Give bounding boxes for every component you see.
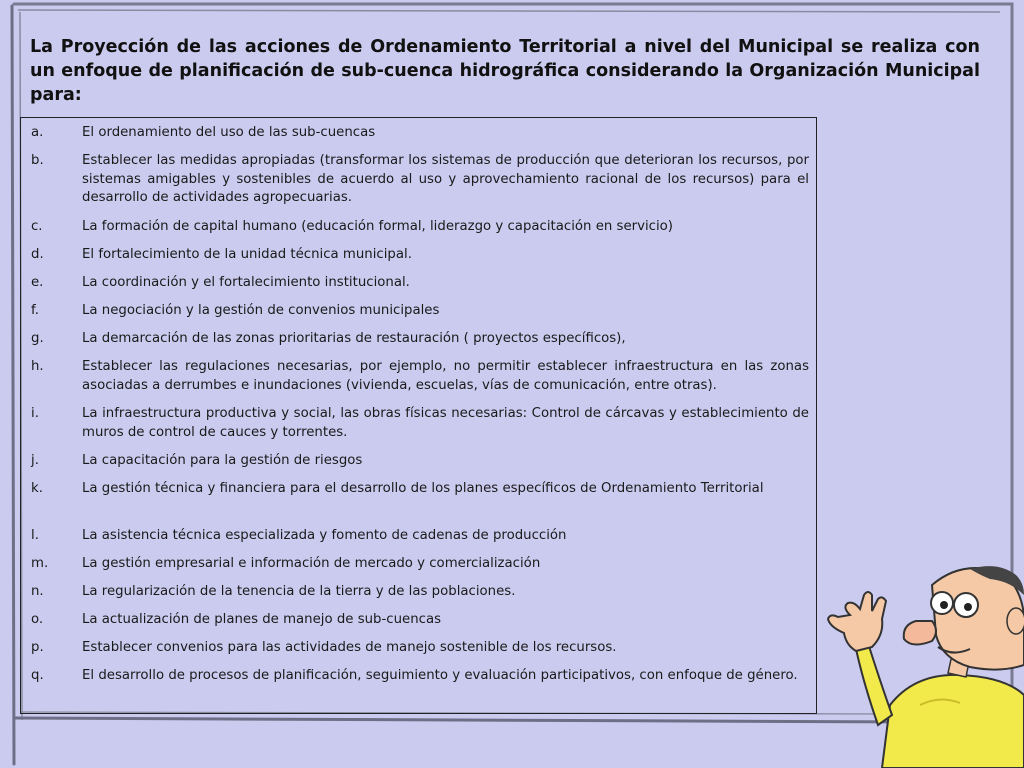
- item-letter: i.: [31, 406, 39, 421]
- item-letter: n.: [31, 584, 44, 599]
- list-item: [31, 667, 809, 686]
- item-text: La demarcación de las zonas prioritarias de restauración ( proyectos específicos),: [82, 331, 626, 346]
- item-letter: g.: [31, 331, 44, 346]
- list-item: [31, 611, 809, 630]
- item-text: Establecer convenios para las actividades de manejo sostenible de los recursos.: [82, 640, 617, 655]
- item-letter: q.: [31, 668, 44, 683]
- item-text: El fortalecimiento de la unidad técnica municipal.: [82, 247, 412, 262]
- item-letter: f.: [31, 303, 39, 318]
- list-item: [31, 527, 809, 546]
- list-item: [31, 274, 809, 293]
- list-item: [31, 405, 809, 442]
- item-letter: h.: [31, 359, 44, 374]
- item-letter: m.: [31, 556, 49, 571]
- item-text: El desarrollo de procesos de planificación, seguimiento y evaluación participativos, con enfoque de género.: [82, 668, 798, 683]
- list-item: [31, 330, 809, 349]
- item-text: Establecer las medidas apropiadas (transformar los sistemas de producción que deterioran los recursos, por sistemas amigables y sostenibles de acuerdo al uso y aprovechamiento racional de los recursos) para el desarrollo de actividades agropecuarias.: [82, 153, 809, 205]
- item-text: La formación de capital humano (educación formal, liderazgo y capacitación en servicio): [82, 219, 673, 234]
- item-letter: k.: [31, 481, 43, 496]
- item-text: La gestión técnica y financiera para el desarrollo de los planes específicos de Ordenamiento Territorial: [82, 481, 764, 496]
- item-text: La negociación y la gestión de convenios municipales: [82, 303, 440, 318]
- item-letter: e.: [31, 275, 44, 290]
- item-text: La actualización de planes de manejo de sub-cuencas: [82, 612, 442, 627]
- item-letter: p.: [31, 640, 44, 655]
- list-item: [31, 152, 809, 208]
- item-letter: l.: [31, 528, 39, 543]
- list-item: [31, 480, 809, 499]
- item-text: La asistencia técnica especializada y fomento de cadenas de producción: [82, 528, 567, 543]
- list-item: [31, 639, 809, 658]
- list-item: [31, 358, 809, 395]
- item-text: La capacitación para la gestión de riesgos: [82, 453, 363, 468]
- page-title: La Proyección de las acciones de Ordenamiento Territorial a nivel del Municipal se realiza con un enfoque de planificación de sub-cuenca hidrográfica considerando la Organización Municipal para:: [30, 37, 980, 105]
- item-text: La infraestructura productiva y social, las obras físicas necesarias: Control de cárcavas y establecimiento de muros de control de cauces y torrentes.: [82, 406, 809, 440]
- item-letter: j.: [31, 453, 39, 468]
- item-letter: b.: [31, 153, 44, 168]
- list-item: [31, 452, 809, 471]
- list-box: [20, 117, 817, 714]
- item-text: La coordinación y el fortalecimiento institucional.: [82, 275, 410, 290]
- list-item: [31, 302, 809, 321]
- list-item: [31, 583, 809, 602]
- list-item: [31, 555, 809, 574]
- item-letter: d.: [31, 247, 44, 262]
- item-text: Establecer las regulaciones necesarias, por ejemplo, no permitir establecer infraestructura en las zonas asociadas a derrumbes e inundaciones (vivienda, escuelas, vías de comunicación, entre otras).: [82, 359, 809, 393]
- item-text: El ordenamiento del uso de las sub-cuencas: [82, 125, 376, 140]
- cartoon-man-icon: [820, 555, 1024, 768]
- list-item: [31, 218, 809, 237]
- item-text: La gestión empresarial e información de mercado y comercialización: [82, 556, 541, 571]
- item-letter: c.: [31, 219, 43, 234]
- item-letter: o.: [31, 612, 44, 627]
- list-item: [31, 246, 809, 265]
- item-letter: a.: [31, 125, 44, 140]
- item-text: La regularización de la tenencia de la tierra y de las poblaciones.: [82, 584, 516, 599]
- list-item: [31, 124, 809, 143]
